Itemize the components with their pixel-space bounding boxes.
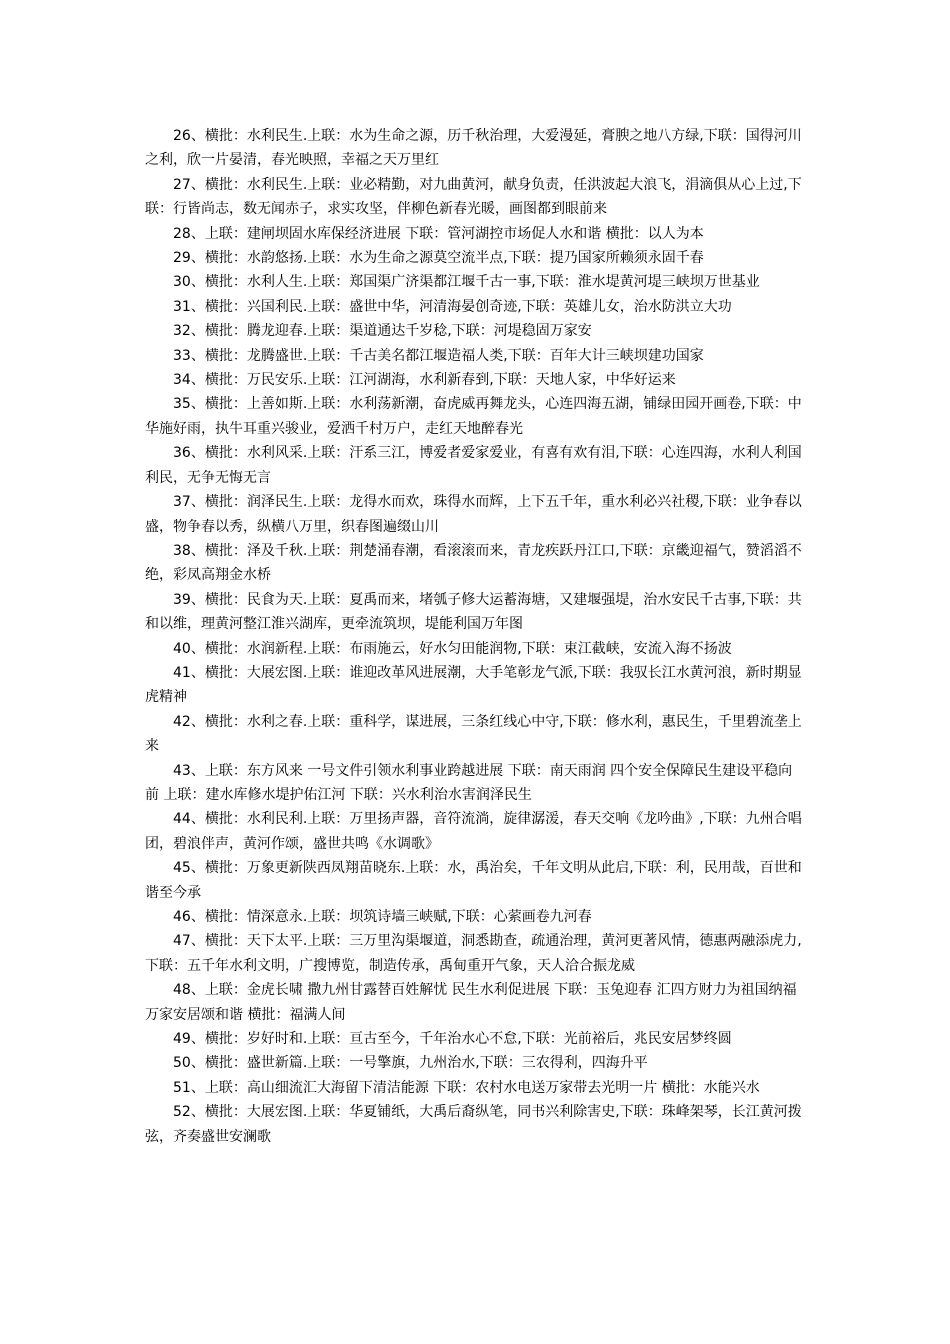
list-item: 46、横批：情深意永.上联：坝筑诗墙三峡赋,下联：心萦画卷九河春	[173, 909, 592, 925]
list-item: 51、上联：高山细流汇大海留下清洁能源 下联：农村水电送万家带去光明一片 横批：水能兴水	[173, 1079, 760, 1096]
list-item: 26、横批：水利民生.上联：水为生命之源，历千秋治理，大爱漫延，膏腴之地八方绿,下联：国得河川之利，欣一片晏清，春光映照，幸福之天万里红	[145, 128, 802, 169]
list-item: 27、横批：水利民生.上联：业必精勤，对九曲黄河，献身负责，任洪波起大浪飞，涓滴俱从心上过,下联：行皆尚志，数无闻赤子，求实攻坚，伴柳色新春光暖，画图都到眼前来	[145, 176, 802, 218]
list-item: 48、上联：金虎长啸 撒九州甘露替百姓解忧 民生水利促进展 下联：玉兔迎春 汇四方财力为祖国纳福 万家安居颂和谐 横批：福满人间	[145, 982, 797, 1023]
list-item: 42、横批：水利之春.上联：重科学，谋进展，三条红线心中守,下联：修水利，惠民生，千里碧流垄上来	[145, 713, 802, 755]
list-item: 49、横批：岁好时和.上联：亘古至今，千年治水心不怠,下联：光前裕后，兆民安居梦终圆	[173, 1031, 732, 1048]
list-item: 37、横批：润泽民生.上联：龙得水而欢，珠得水而辉，上下五千年，重水利必兴社稷,下联：业争春以盛，物争春以秀，纵横八万里，织春图遍缀山川	[145, 494, 802, 535]
list-item: 29、横批：水韵悠扬.上联：水为生命之源莫空流半点,下联：提乃国家所赖须永固千春	[173, 250, 704, 267]
list-item: 30、横批：水利人生.上联：郑国渠广济渠都江堰千古一事,下联：淮水堤黄河堤三峡坝万世基业	[173, 274, 760, 291]
list-item: 47、横批：天下太平.上联：三万里沟渠堰道，洞悉勘查，疏通治理，黄河更著风情，德惠两融添虎力,下联：五千年水利文明，广搜博览，制造传承，禹甸重开气象，天人洽合振龙威	[145, 933, 802, 974]
list-item: 43、上联：东方风来 一号文件引领水利事业跨越进展 下联：南天雨润 四个安全保障民生建设平稳向前 上联：建水库修水堤护佑江河 下联：兴水利治水害润泽民生	[145, 762, 793, 803]
list-item: 28、上联：建闸坝固水库保经济进展 下联：管河湖控市场促人水和谐 横批：以人为本	[173, 225, 704, 242]
list-item: 40、横批：水润新程.上联：布雨施云，好水匀田能润物,下联：束江截峡，安流入海不扬波	[173, 640, 732, 657]
list-item: 31、横批：兴国利民.上联：盛世中华，河清海晏创奇迹,下联：英雄儿女，治水防洪立大功	[173, 298, 732, 315]
list-item: 36、横批：水利风采.上联：汗系三江，博爱者爱家爱业，有喜有欢有泪,下联：心连四海，水利人利国利民，无争无悔无言	[145, 445, 802, 486]
list-item: 35、横批：上善如斯.上联：水利荡新潮，奋虎威再舞龙头，心连四海五湖，铺绿田园开画卷,下联：中华施好雨，执牛耳重兴骏业，爱洒千村万户，走红天地醉春光	[145, 396, 802, 437]
list-item: 41、横批：大展宏图.上联：谁迎改革风进展潮，大手笔彰龙气派,下联：我驭长江水黄河浪，新时期显虎精神	[145, 664, 802, 706]
list-item: 32、横批：腾龙迎春.上联：渠道通达千岁稔,下联：河堤稳固万家安	[173, 323, 592, 340]
list-item: 52、横批：大展宏图.上联：华夏铺纸，大禹后裔纵笔，同书兴利除害史,下联：珠峰架琴，长江黄河拨弦，齐奏盛世安澜歌	[145, 1104, 802, 1145]
list-item: 44、横批：水利民利.上联：万里扬声器，音符流淌，旋律潺湲，春天交响《龙吟曲》,下联：九州合唱团，碧浪伴声，黄河作颂，盛世共鸣《水调歌》	[145, 811, 802, 852]
list-item: 45、横批：万象更新陕西凤翔苗晓东.上联：水，禹治矣，千年文明从此启,下联：利，民用哉，百世和谐至今承	[145, 860, 802, 901]
list-item: 39、横批：民食为天.上联：夏禹而来，堵瓠子修大运蓄海塘，又建堰强堤，治水安民千古事,下联：共和以维，理黄河整江淮兴湖库，更牵流筑坝，堤能利国万年图	[145, 591, 802, 633]
couplet-list	[145, 124, 805, 1149]
list-item: 34、横批：万民安乐.上联：江河湖海，水利新春到,下联：天地人家，中华好运来	[173, 372, 676, 389]
list-item: 33、横批：龙腾盛世.上联：千古美名都江堰造福人类,下联：百年大计三峡坝建功国家	[173, 347, 704, 364]
list-item: 50、横批：盛世新篇.上联：一号擎旗，九州治水,下联：三农得利，四海升平	[173, 1055, 648, 1072]
list-item: 38、横批：泽及千秋.上联：荆楚涌春潮，看滚滚而来，青龙疾跃丹江口,下联：京畿迎福气，赞滔滔不绝，彩凤高翔金水桥	[145, 542, 802, 584]
